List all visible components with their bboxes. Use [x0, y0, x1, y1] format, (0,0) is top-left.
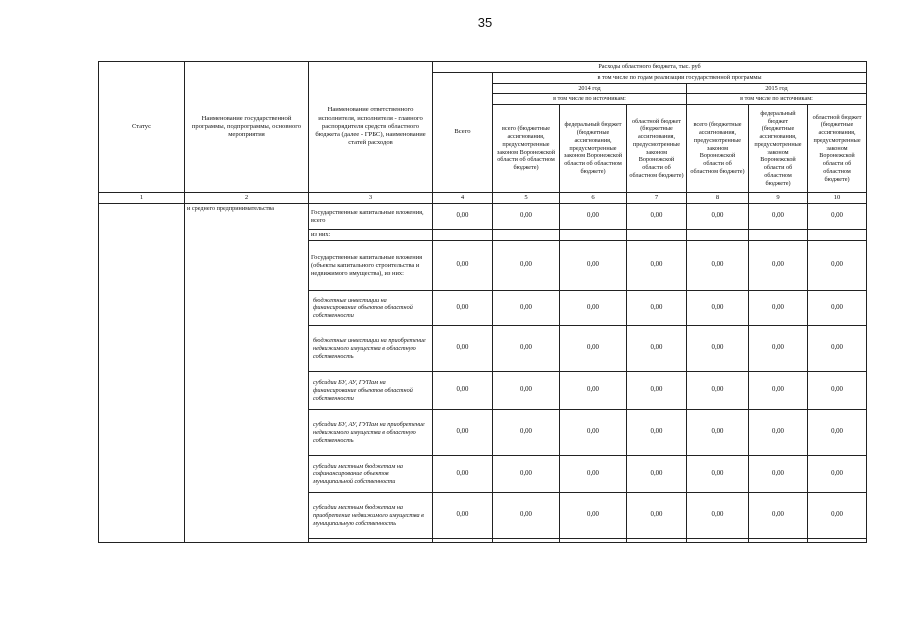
row-name: из них: [309, 230, 433, 241]
value-cell: 0,00 [749, 493, 808, 539]
header-by-years: в том числе по годам реализации государственной программы [493, 72, 867, 83]
value-cell: 0,00 [627, 291, 687, 326]
value-cell: 0,00 [808, 372, 867, 410]
value-cell: 0,00 [433, 410, 493, 456]
value-cell: 0,00 [433, 291, 493, 326]
value-cell: 0,00 [808, 410, 867, 456]
value-cell: 0,00 [749, 291, 808, 326]
row-name: бюджетные инвестиции на финансирование объектов областной собственности [309, 291, 433, 326]
column-number: 2 [185, 193, 309, 204]
row-name: бюджетные инвестиции на приобретение недвижимого имущества в областную собственность [309, 326, 433, 372]
empty-cell [687, 539, 749, 543]
header-total: Всего [433, 72, 493, 192]
value-cell: 0,00 [493, 204, 560, 230]
value-cell: 0,00 [493, 241, 560, 291]
row-name: субсидии БУ, АУ, ГУПам на приобретение недвижимого имущества в областную собственность [309, 410, 433, 456]
value-cell: 0,00 [493, 372, 560, 410]
row-name: субсидии БУ, АУ, ГУПам на финансирование объектов областной собственности [309, 372, 433, 410]
value-cell: 0,00 [808, 204, 867, 230]
empty-cell [493, 230, 560, 241]
value-cell: 0,00 [560, 372, 627, 410]
value-cell: 0,00 [493, 410, 560, 456]
empty-cell [560, 230, 627, 241]
column-number: 3 [309, 193, 433, 204]
status-cell [99, 204, 185, 543]
header-col10: областной бюджет (бюджетные ассигнования, предусмотренные законом Воронежской области об областном бюджете) [808, 105, 867, 193]
empty-cell [749, 539, 808, 543]
value-cell: 0,00 [687, 372, 749, 410]
value-cell: 0,00 [749, 326, 808, 372]
value-cell: 0,00 [687, 326, 749, 372]
column-number: 1 [99, 193, 185, 204]
value-cell: 0,00 [627, 241, 687, 291]
value-cell: 0,00 [433, 456, 493, 493]
header-by-sources-2015: в том числе по источникам: [687, 94, 867, 105]
header-executor: Наименование ответственного исполнителя, исполнителя - главного распорядителя средств областного бюджета (далее - ГРБС), наименование статей расходов [309, 62, 433, 193]
row-name: субсидии местным бюджетам на софинансирование объектов муниципальной собственности [309, 456, 433, 493]
value-cell: 0,00 [808, 326, 867, 372]
header-year-2014: 2014 год [493, 83, 687, 94]
value-cell: 0,00 [808, 291, 867, 326]
value-cell: 0,00 [749, 241, 808, 291]
header-by-sources-2014: в том числе по источникам: [493, 94, 687, 105]
value-cell: 0,00 [687, 410, 749, 456]
empty-cell [493, 539, 560, 543]
header-col6: федеральный бюджет (бюджетные ассигнования, предусмотренные законом Воронежской области об областном бюджете) [560, 105, 627, 193]
value-cell: 0,00 [493, 326, 560, 372]
value-cell: 0,00 [808, 493, 867, 539]
value-cell: 0,00 [560, 456, 627, 493]
value-cell: 0,00 [433, 204, 493, 230]
value-cell: 0,00 [808, 241, 867, 291]
value-cell: 0,00 [493, 493, 560, 539]
row-name: Государственные капитальные вложения (объекты капитального строительства и недвижимого имущества), из них: [309, 241, 433, 291]
empty-cell [309, 539, 433, 543]
value-cell: 0,00 [687, 204, 749, 230]
value-cell: 0,00 [560, 493, 627, 539]
empty-cell [808, 539, 867, 543]
value-cell: 0,00 [687, 291, 749, 326]
header-expenses-title: Расходы областного бюджета, тыс. руб [433, 62, 867, 73]
value-cell: 0,00 [560, 291, 627, 326]
empty-cell [749, 230, 808, 241]
value-cell: 0,00 [493, 291, 560, 326]
value-cell: 0,00 [493, 456, 560, 493]
value-cell: 0,00 [627, 456, 687, 493]
value-cell: 0,00 [560, 204, 627, 230]
value-cell: 0,00 [627, 410, 687, 456]
empty-cell [560, 539, 627, 543]
value-cell: 0,00 [749, 456, 808, 493]
value-cell: 0,00 [433, 326, 493, 372]
value-cell: 0,00 [687, 493, 749, 539]
empty-cell [433, 539, 493, 543]
header-col7: областной бюджет (бюджетные ассигнования, предусмотренные законом Воронежской области об областном бюджете) [627, 105, 687, 193]
column-number: 8 [687, 193, 749, 204]
value-cell: 0,00 [560, 410, 627, 456]
column-number: 7 [627, 193, 687, 204]
value-cell: 0,00 [687, 456, 749, 493]
value-cell: 0,00 [687, 241, 749, 291]
empty-cell [687, 230, 749, 241]
empty-cell [627, 539, 687, 543]
column-number: 4 [433, 193, 493, 204]
header-program-name: Наименование государственной программы, подпрограммы, основного мероприятия [185, 62, 309, 193]
empty-cell [627, 230, 687, 241]
value-cell: 0,00 [560, 326, 627, 372]
value-cell: 0,00 [433, 372, 493, 410]
row-name: Государственные капитальные вложения, всего [309, 204, 433, 230]
column-number: 10 [808, 193, 867, 204]
value-cell: 0,00 [627, 204, 687, 230]
column-number: 6 [560, 193, 627, 204]
value-cell: 0,00 [560, 241, 627, 291]
header-col9: федеральный бюджет (бюджетные ассигнования, предусмотренные законом Воронежской области об областном бюджете) [749, 105, 808, 193]
value-cell: 0,00 [433, 493, 493, 539]
value-cell: 0,00 [808, 456, 867, 493]
header-status: Статус [99, 62, 185, 193]
header-col5: всего (бюджетные ассигнования, предусмотренные законом Воронежской области об областном бюджете) [493, 105, 560, 193]
value-cell: 0,00 [433, 241, 493, 291]
budget-table [98, 61, 867, 543]
column-number-row [99, 193, 867, 204]
column-number: 5 [493, 193, 560, 204]
header-year-2015: 2015 год [687, 83, 867, 94]
empty-cell [808, 230, 867, 241]
empty-cell [433, 230, 493, 241]
value-cell: 0,00 [749, 372, 808, 410]
table-row [99, 204, 867, 230]
value-cell: 0,00 [627, 493, 687, 539]
row-name: субсидии местным бюджетам на приобретение недвижимого имущества в муниципальную собственность [309, 493, 433, 539]
value-cell: 0,00 [749, 410, 808, 456]
program-name-cell: и среднего предпринимательства [185, 204, 309, 543]
column-number: 9 [749, 193, 808, 204]
value-cell: 0,00 [627, 372, 687, 410]
header-col8: всего (бюджетные ассигнования, предусмотренные законом Воронежской области об областном бюджете) [687, 105, 749, 193]
value-cell: 0,00 [627, 326, 687, 372]
value-cell: 0,00 [749, 204, 808, 230]
page-number: 35 [477, 15, 493, 30]
